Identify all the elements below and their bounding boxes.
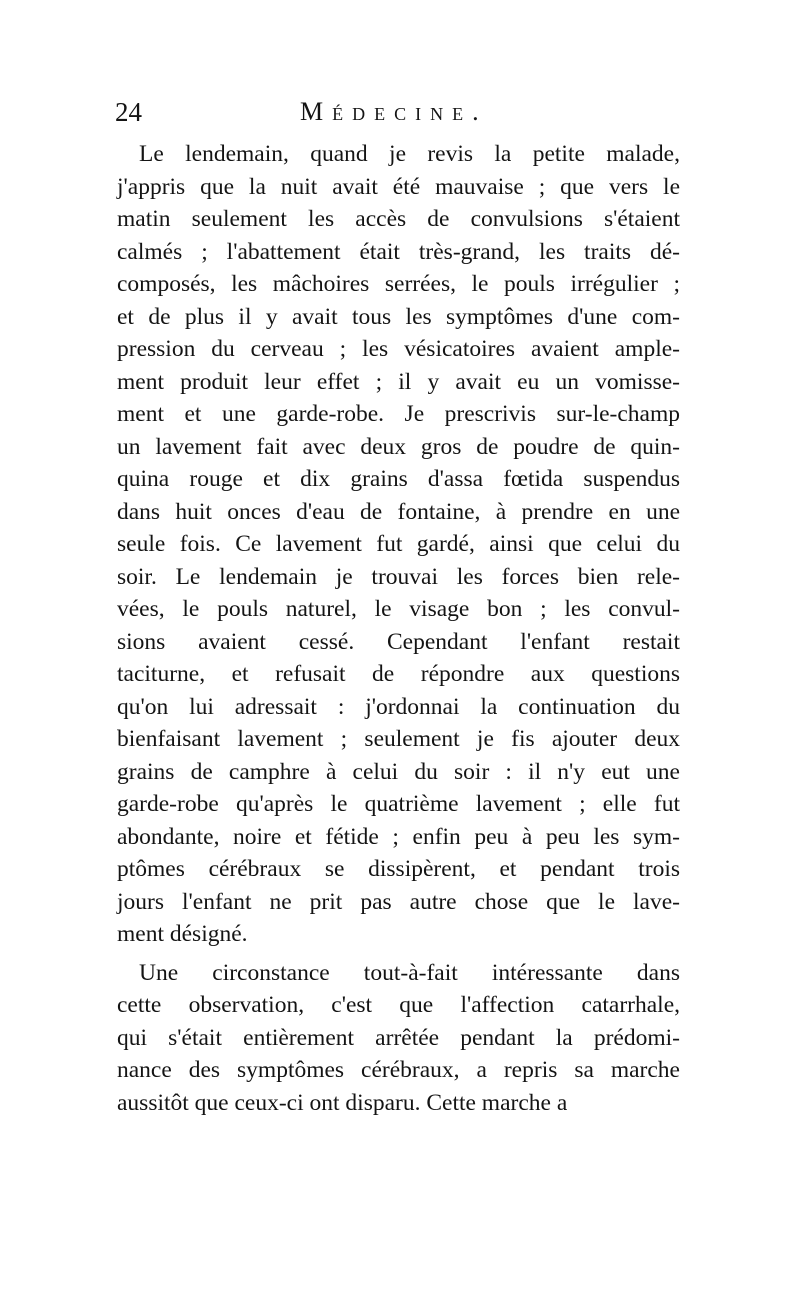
text-line: taciturne, et refusait de répondre aux questions [117, 661, 680, 687]
text-line: abondante, noire et fétide ; enfin peu à peu les sym- [117, 823, 680, 850]
text-line: aussitôt que ceux-ci ont disparu. Cette marche a [117, 1089, 568, 1116]
text-line: composés, les mâchoires serrées, le pouls irrégulier ; [117, 271, 680, 297]
paragraph [117, 138, 680, 951]
text-line: Le lendemain, quand je revis la petite malade, [139, 141, 680, 167]
text-line: jours l'enfant ne prit pas autre chose que le lave- [117, 888, 680, 915]
paragraph [117, 957, 680, 1120]
text-line: quina rouge et dix grains d'assa fœtida suspendus [117, 466, 680, 492]
text-line: ptômes cérébraux se dissipèrent, et pendant trois [117, 856, 680, 882]
page-number: 24 [115, 97, 142, 127]
text-line: soir. Le lendemain je trouvai les forces bien rele- [117, 563, 680, 590]
text-line: sions avaient cessé. Cependant l'enfant restait [117, 628, 680, 655]
text-line: pression du cerveau ; les vésicatoires avaient ample- [117, 336, 680, 362]
body-text [117, 138, 680, 1119]
text-line: un lavement fait avec deux gros de poudre de quin- [117, 433, 680, 460]
page-header [115, 92, 680, 132]
text-line: calmés ; l'abattement était très-grand, les traits dé- [117, 238, 680, 265]
text-line: ment produit leur effet ; il y avait eu un vomisse- [117, 368, 680, 395]
text-line: qui s'était entièrement arrêtée pendant la prédomi- [117, 1024, 680, 1051]
text-line: grains de camphre à celui du soir : il n'y eut une [117, 758, 680, 785]
text-line: nance des symptômes cérébraux, a repris sa marche [117, 1057, 680, 1083]
text-line: seule fois. Ce lavement fut gardé, ainsi que celui du [117, 531, 680, 557]
text-line: dans huit onces d'eau de fontaine, à prendre en une [117, 498, 680, 525]
text-line: et de plus il y avait tous les symptômes d'une com- [117, 303, 680, 330]
text-line: ment et une garde-robe. Je prescrivis sur-le-champ [117, 401, 680, 427]
running-head: Médecine. [300, 97, 488, 126]
text-line: garde-robe qu'après le quatrième lavement ; elle fut [117, 791, 680, 817]
text-line: vées, le pouls naturel, le visage bon ; les convul- [117, 596, 680, 622]
text-line: bienfaisant lavement ; seulement je fis ajouter deux [117, 726, 680, 752]
text-line: matin seulement les accès de convulsions s'étaient [117, 206, 680, 232]
text-line: Une circonstance tout-à-fait intéressante dans [139, 959, 680, 986]
text-line: cette observation, c'est que l'affection catarrhale, [117, 992, 680, 1018]
text-line: qu'on lui adressait : j'ordonnai la continuation du [117, 693, 680, 720]
text-line: j'appris que la nuit avait été mauvaise ; que vers le [117, 173, 680, 200]
text-line: ment désigné. [117, 921, 248, 947]
